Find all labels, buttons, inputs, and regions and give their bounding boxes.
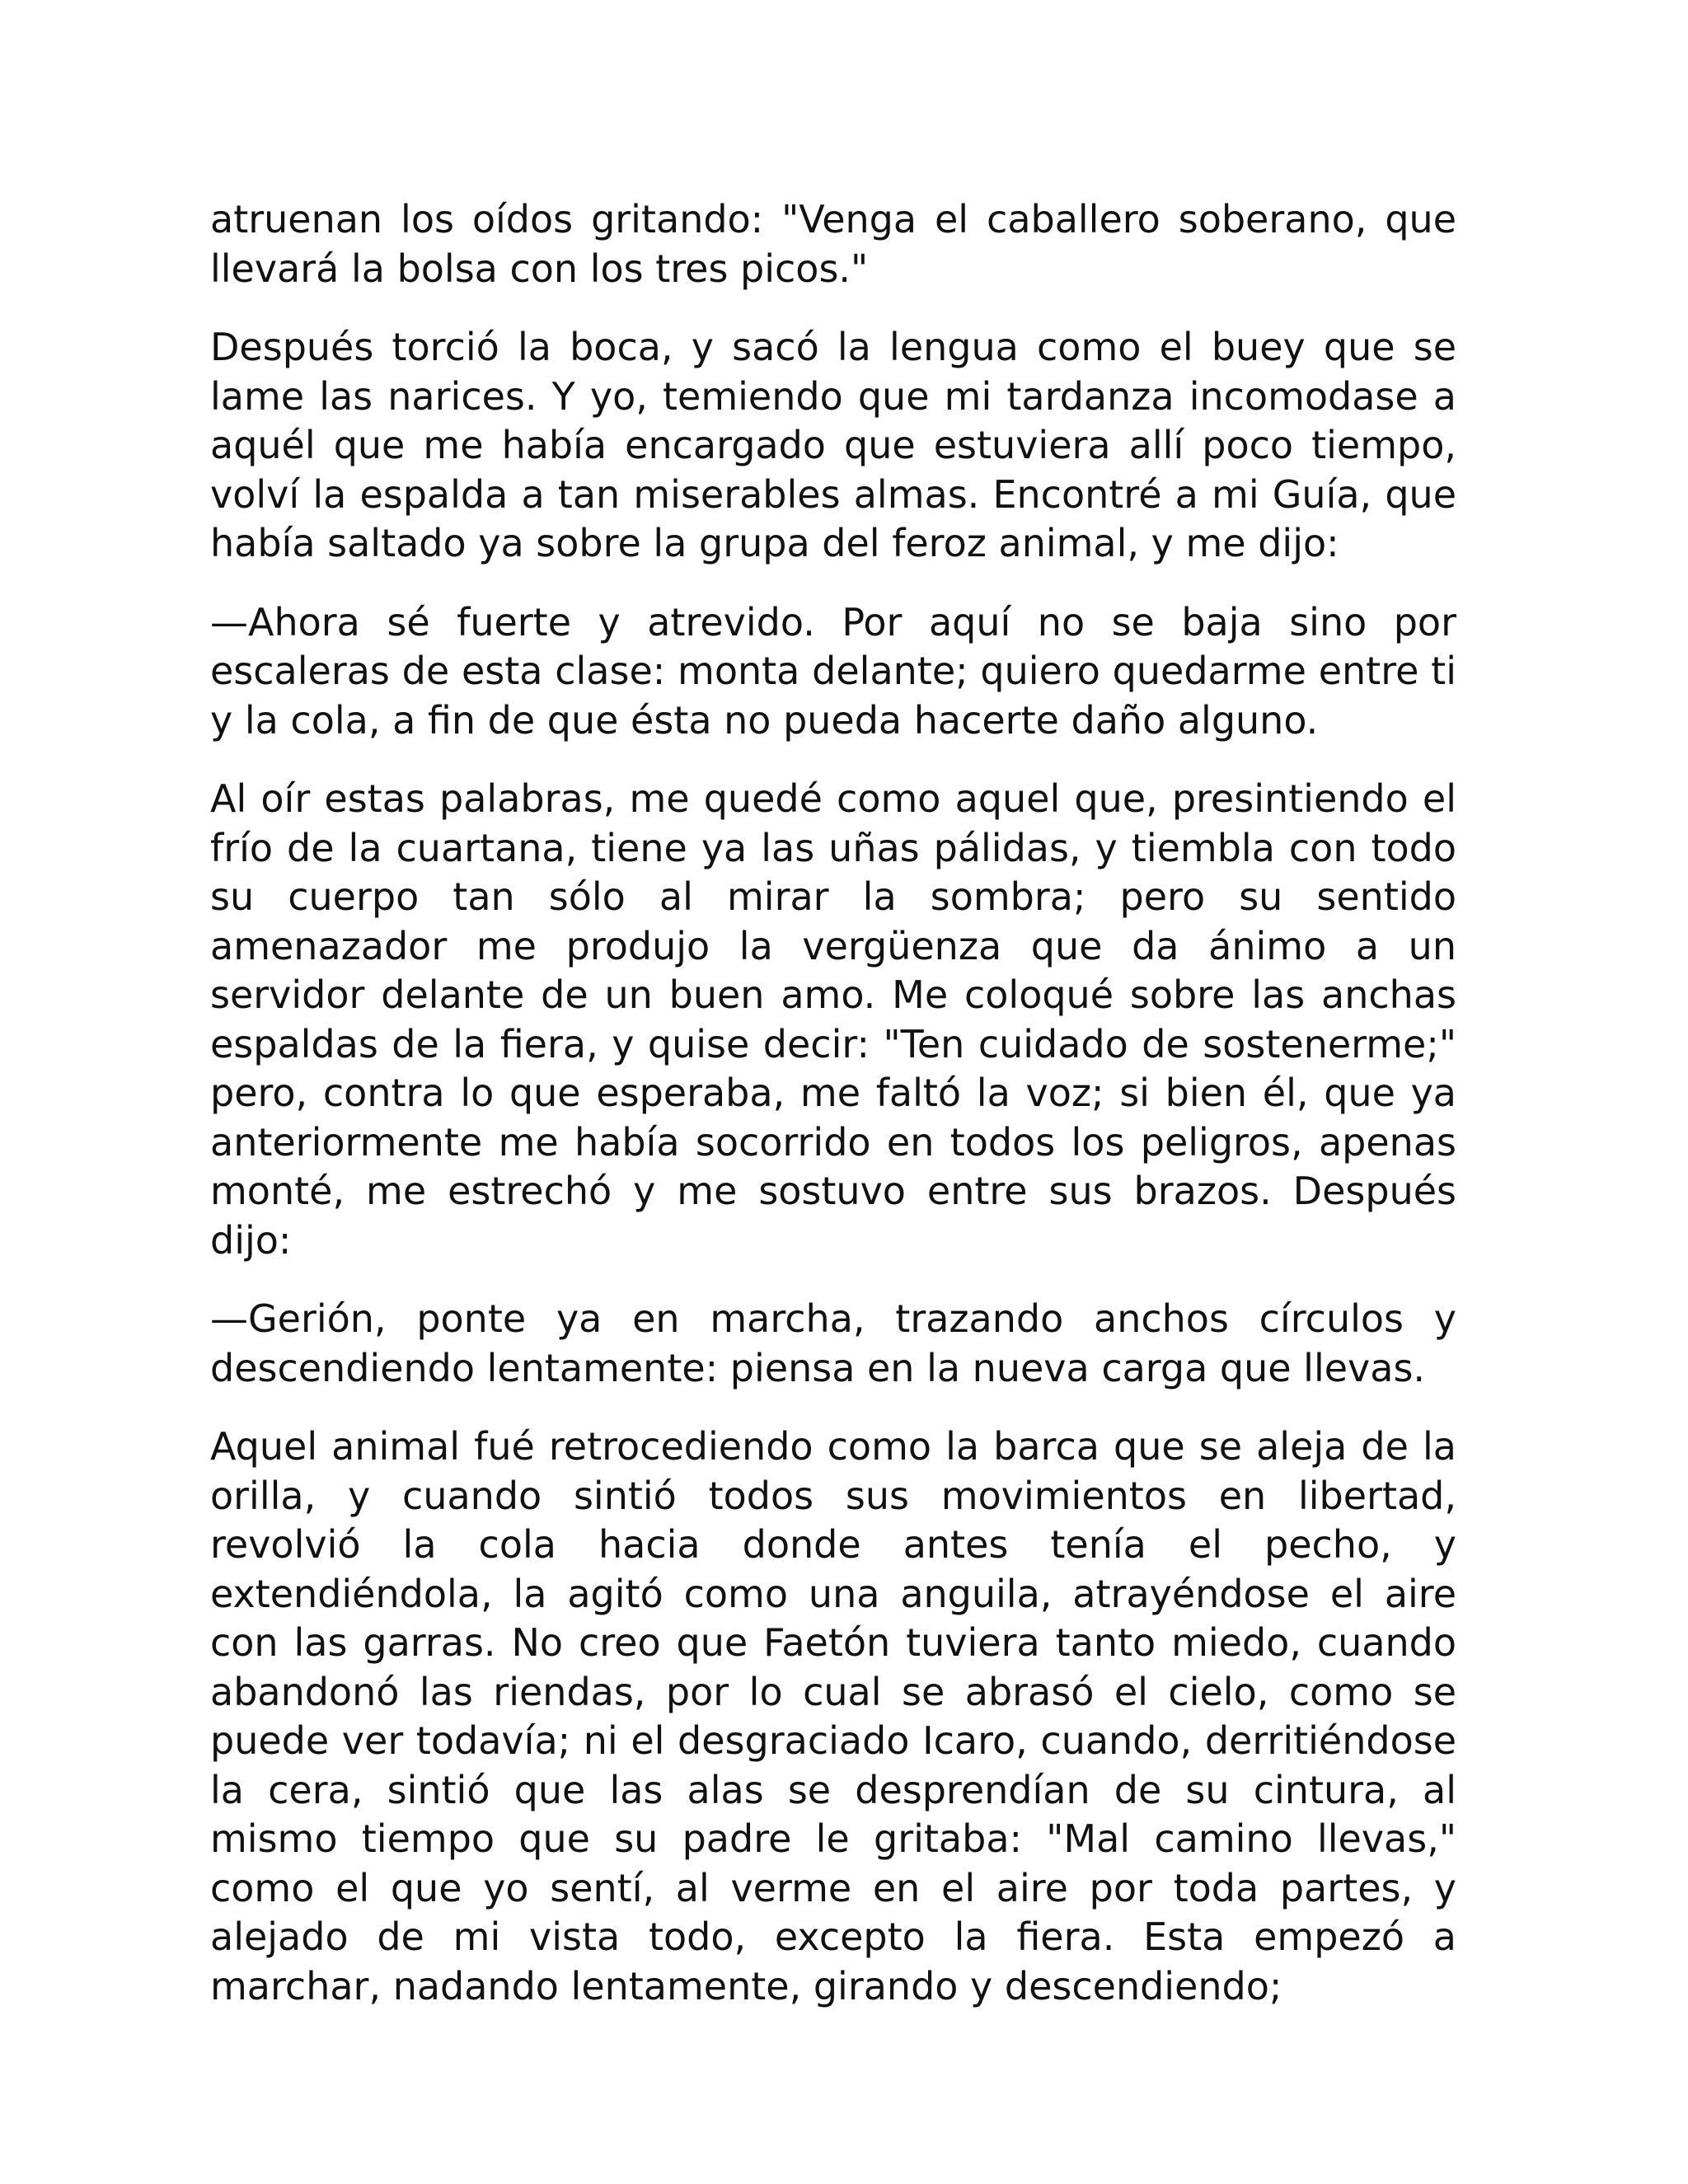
paragraph-2: Después torció la boca, y sacó la lengua como el buey que se lame las narices. Y yo, temiendo que mi tardanza incomodase a aquél que me había encargado que estuviera allí poco tiempo, volví la espalda a tan miserables almas. Encontré a mi Guía, que había saltado ya sobre la grupa del feroz animal, y me dijo: [210, 325, 1456, 565]
paragraph-1: atruenan los oídos gritando: "Venga el caballero soberano, que llevará la bolsa con los tres picos." [210, 197, 1456, 291]
paragraph-4: Al oír estas palabras, me quedé como aquel que, presintiendo el frío de la cuartana, tiene ya las uñas pálidas, y tiembla con todo su cuerpo tan sólo al mirar la sombra; pero su sentido amenazador me produjo la vergüenza que da ánimo a un servidor delante de un buen amo. Me coloqué sobre las anchas espaldas de la fiera, y quise decir: "Ten cuidado de sostenerme;" pero, contra lo que esperaba, me faltó la voz; si bien él, que ya anteriormente me había socorrido en todos los peligros, apenas monté, me estrechó y me sostuvo entre sus brazos. Después dijo: [210, 776, 1456, 1263]
paragraph-6: Aquel animal fué retrocediendo como la barca que se aleja de la orilla, y cuando sintió todos sus movimientos en libertad, revolvió la cola hacia donde antes tenía el pecho, y extendiéndola, la agitó como una anguila, atrayéndose el aire con las garras. No creo que Faetón tuviera tanto miedo, cuando abandonó las riendas, por lo cual se abrasó el cielo, como se puede ver todavía; ni el desgraciado Icaro, cuando, derritiéndose la cera, sintió que las alas se desprendían de su cintura, al mismo tiempo que su padre le gritaba: "Mal camino llevas," como el que yo sentí, al verme en el aire por toda partes, y alejado de mi vista todo, excepto la fiera. Esta empezó a marchar, nadando lentamente, girando y descendiendo; [210, 1424, 1456, 2008]
paragraph-5: —Gerión, ponte ya en marcha, trazando anchos círculos y descendiendo lentamente: piensa en la nueva carga que llevas. [210, 1296, 1456, 1390]
paragraph-3: —Ahora sé fuerte y atrevido. Por aquí no se baja sino por escaleras de esta clase: monta delante; quiero quedarme entre ti y la cola, a fin de que ésta no pueda hacerte daño alguno. [210, 599, 1456, 743]
body-text [210, 195, 1456, 2011]
